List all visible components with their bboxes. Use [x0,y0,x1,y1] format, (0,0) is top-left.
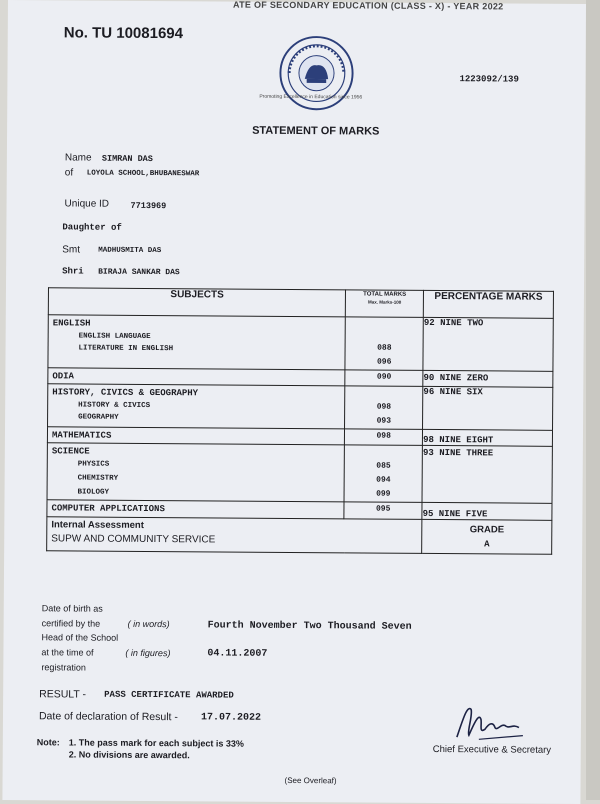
table-row [47,443,552,504]
subject-cell [48,384,346,429]
serial-number: 1223092/139 [459,74,519,85]
table-row [48,315,553,372]
subject-name: HISTORY, CIVICS & GEOGRAPHY [52,387,199,399]
in-figures-label: ( in figures) [125,647,171,659]
marksheet-paper [2,0,586,804]
father-prefix: Shri [62,266,84,277]
marks-cell [345,429,423,446]
subject-cell [47,443,345,502]
subject-name: MATHEMATICS [51,430,112,441]
marks-value: 098 [376,431,391,441]
dob-figures: 04.11.2007 [207,648,268,660]
dob-line1: Date of birth as [41,603,103,614]
percentage-cell: 96 NINE SIX [423,386,553,430]
marks-value: 095 [375,504,391,514]
dob-line4: at the time of [41,647,94,658]
total-marks-title: TOTAL MARKS [363,291,407,298]
father-name: BIRAJA SANKAR DAS [98,267,180,278]
subpart-name: ENGLISH LANGUAGE [78,332,151,342]
internal-subject: SUPW AND COMMUNITY SERVICE [51,533,216,546]
percentage-cell: 90 NINE ZERO [423,370,553,387]
percentage-cell: 98 NINE EIGHT [423,429,553,446]
grade-label: GRADE [469,524,505,536]
declaration-label: Date of declaration of Result - [38,710,178,724]
marks-value: 090 [376,372,392,382]
subpart-name: LITERATURE IN ENGLISH [78,344,174,354]
subject-name: COMPUTER APPLICATIONS [51,503,165,515]
relation-label: Daughter of [62,222,122,233]
percentage-header: PERCENTAGE MARKS [423,290,553,318]
percentage-cell: 95 NINE FIVE [422,502,552,520]
statement-title: STATEMENT OF MARKS [252,124,380,138]
student-name: SIMRAN DAS [101,153,153,165]
marks-cell [344,445,422,503]
note-2: 2. No divisions are awarded. [68,749,190,761]
note-label: Note: [36,737,60,748]
unique-id-label: Unique ID [64,198,110,210]
of-label: of [64,167,74,179]
subject-name: SCIENCE [51,446,90,457]
dob-line2: certified by the [41,618,101,629]
internal-cell [47,517,422,554]
subject-cell [47,500,344,519]
dob-words: Fourth November Two Thousand Seven [207,620,412,633]
marks-cell [344,502,422,520]
internal-assessment-row [47,517,552,555]
dob-line5: registration [41,662,86,673]
internal-label: Internal Assessment [51,519,144,531]
marks-cell [345,370,423,387]
marks-value: 085 [376,461,391,471]
unique-id: 7713969 [130,200,167,212]
table-row [48,384,553,431]
dob-line3: Head of the School [41,632,119,643]
marks-cell [345,317,423,371]
percentage-cell: 93 NINE THREE [422,445,552,503]
signatory-title: Chief Executive & Secretary [432,743,552,756]
mother-name: MADHUSMITA DAS [98,246,162,256]
name-label: Name [64,152,92,164]
subjects-header: SUBJECTS [48,288,346,317]
marks-value: 099 [376,489,391,499]
subject-name: ODIA [52,371,75,382]
marks-value: 088 [377,343,392,353]
declaration-date: 17.07.2022 [200,712,262,724]
note-1: 1. The pass mark for each subject is 33% [68,737,244,749]
marks-value: 098 [376,402,392,412]
in-words-label: ( in words) [127,618,170,630]
marks-value: 093 [376,416,392,426]
result-label: RESULT - [39,688,87,701]
background-edge [586,0,600,800]
marks-value: 096 [376,357,392,367]
subpart-name: GEOGRAPHY [78,413,119,422]
board-motto: Promoting Excellence in Education since 1956 [259,93,363,101]
max-marks-note: Max. Marks-100 [367,299,402,305]
subpart-name: PHYSICS [77,460,110,469]
mother-prefix: Smt [62,244,81,256]
board-seal-icon [277,34,356,113]
percentage-cell: 92 NINE TWO [423,317,553,371]
marks-table [46,287,554,555]
subpart-name: BIOLOGY [77,488,110,497]
subject-cell [48,315,346,370]
signature-icon [449,699,539,746]
certificate-number: No. TU 10081694 [63,24,184,43]
grade-cell [422,519,552,554]
see-overleaf: (See Overleaf) [284,775,337,786]
school-name: LOYOLA SCHOOL,BHUBANESWAR [86,169,200,179]
marks-cell [345,386,423,430]
grade-value: A [484,539,490,550]
result-value: PASS CERTIFICATE AWARDED [104,689,234,701]
total-marks-header [346,290,424,318]
subpart-name: HISTORY & CIVICS [78,401,151,411]
subpart-name: CHEMISTRY [77,474,119,483]
marks-value: 094 [376,475,391,485]
board-title: ATE OF SECONDARY EDUCATION (CLASS - X) - YEAR 2022 [232,0,504,12]
subject-name: ENGLISH [52,318,91,329]
